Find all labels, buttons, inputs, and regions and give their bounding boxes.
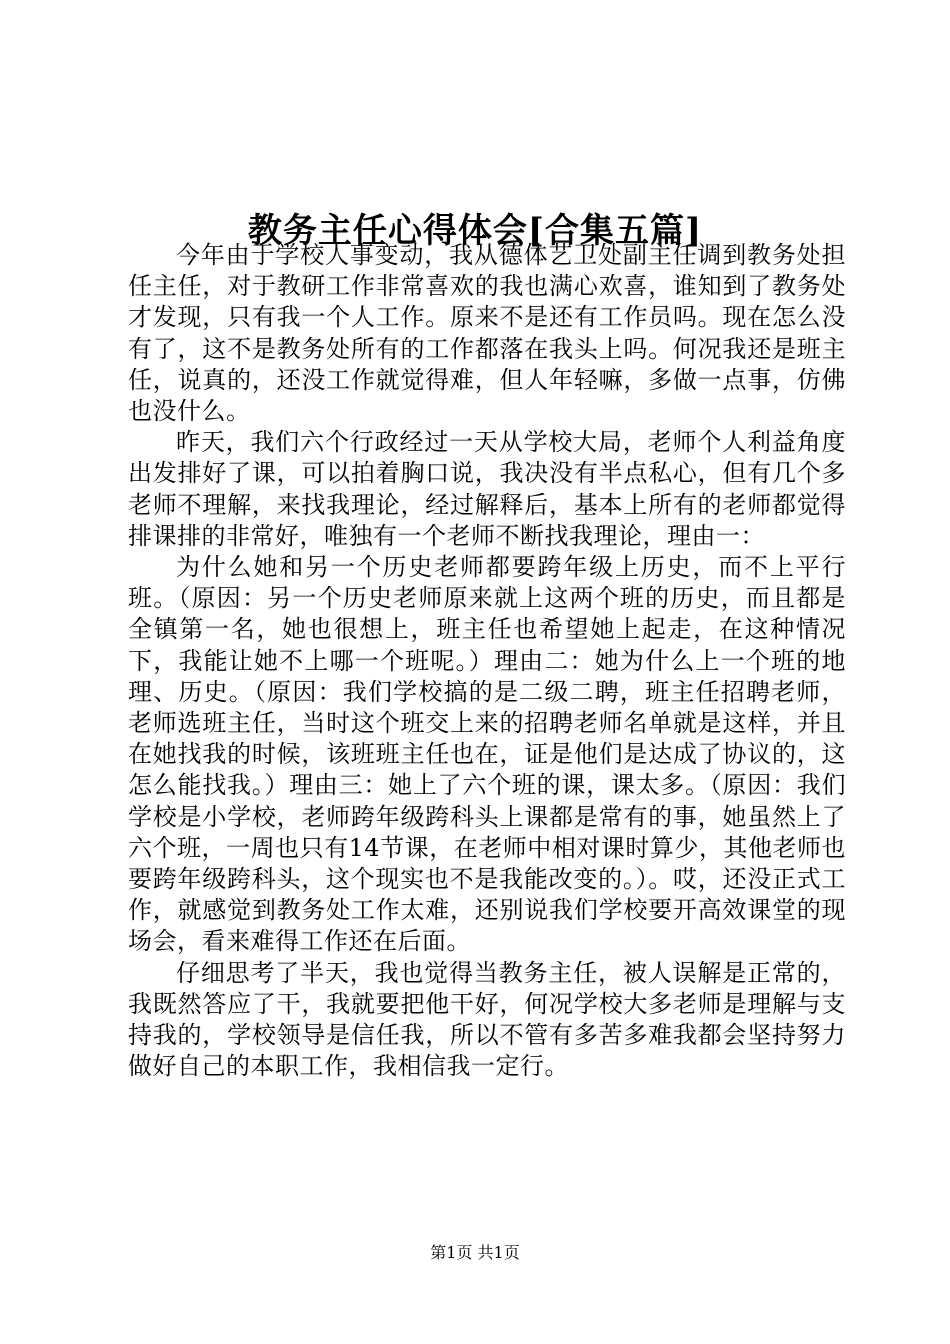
paragraph-4: 仔细思考了半天，我也觉得当教务主任，被人误解是正常的，我既然答应了干，我就要把他干好，何况学校大多老师是理解与支持我的，学校领导是信任我，所以不管有多苦多难我都会坚持努力做好自己的本职工作，我相信我一定行。	[128, 958, 846, 1081]
page-footer: 第1页 共1页	[430, 1243, 520, 1262]
paragraph-1: 今年由于学校人事变动，我从德体艺卫处副主任调到教务处担任主任，对于教研工作非常喜欢的我也满心欢喜，谁知到了教务处才发现，只有我一个人工作。原来不是还有工作员吗。现在怎么没有了，这不是教务处所有的工作都落在我头上吗。何况我还是班主任，说真的，还没工作就觉得难，但人年轻嘛，多做一点事，仿佛也没什么。	[128, 241, 846, 426]
paragraph-2: 昨天，我们六个行政经过一天从学校大局，老师个人利益角度出发排好了课，可以拍着胸口说，我决没有半点私心，但有几个多老师不理解，来找我理论，经过解释后，基本上所有的老师都觉得排课排的非常好，唯独有一个老师不断找我理论，理由一：	[128, 428, 846, 550]
document-body	[128, 240, 846, 1082]
paragraph-3: 为什么她和另一个历史老师都要跨年级上历史，而不上平行班。（原因：另一个历史老师原来就上这两个班的历史，而且都是全镇第一名，她也很想上，班主任也希望她上起走，在这种情况下，我能让她不上哪一个班呢。）理由二：她为什么上一个班的地理、历史。（原因：我们学校搞的是二级二聘，班主任招聘老师，老师选班主任，当时这个班交上来的招聘老师名单就是这样，并且在她找我的时候，该班班主任也在，证是他们是达成了协议的，这怎么能找我。）理由三：她上了六个班的课，课太多。（原因：我们学校是小学校，老师跨年级跨科头上课都是常有的事，她虽然上了六个班，一周也只有14节课，在老师中相对课时算少，其他老师也要跨年级跨科头，这个现实也不是我能改变的。）。哎，还没正式工作，就感觉到教务处工作太难，还别说我们学校要开高效课堂的现场会，看来难得工作还在后面。	[128, 553, 846, 956]
document-title: 教务主任心得体会[合集五篇]	[247, 210, 703, 251]
